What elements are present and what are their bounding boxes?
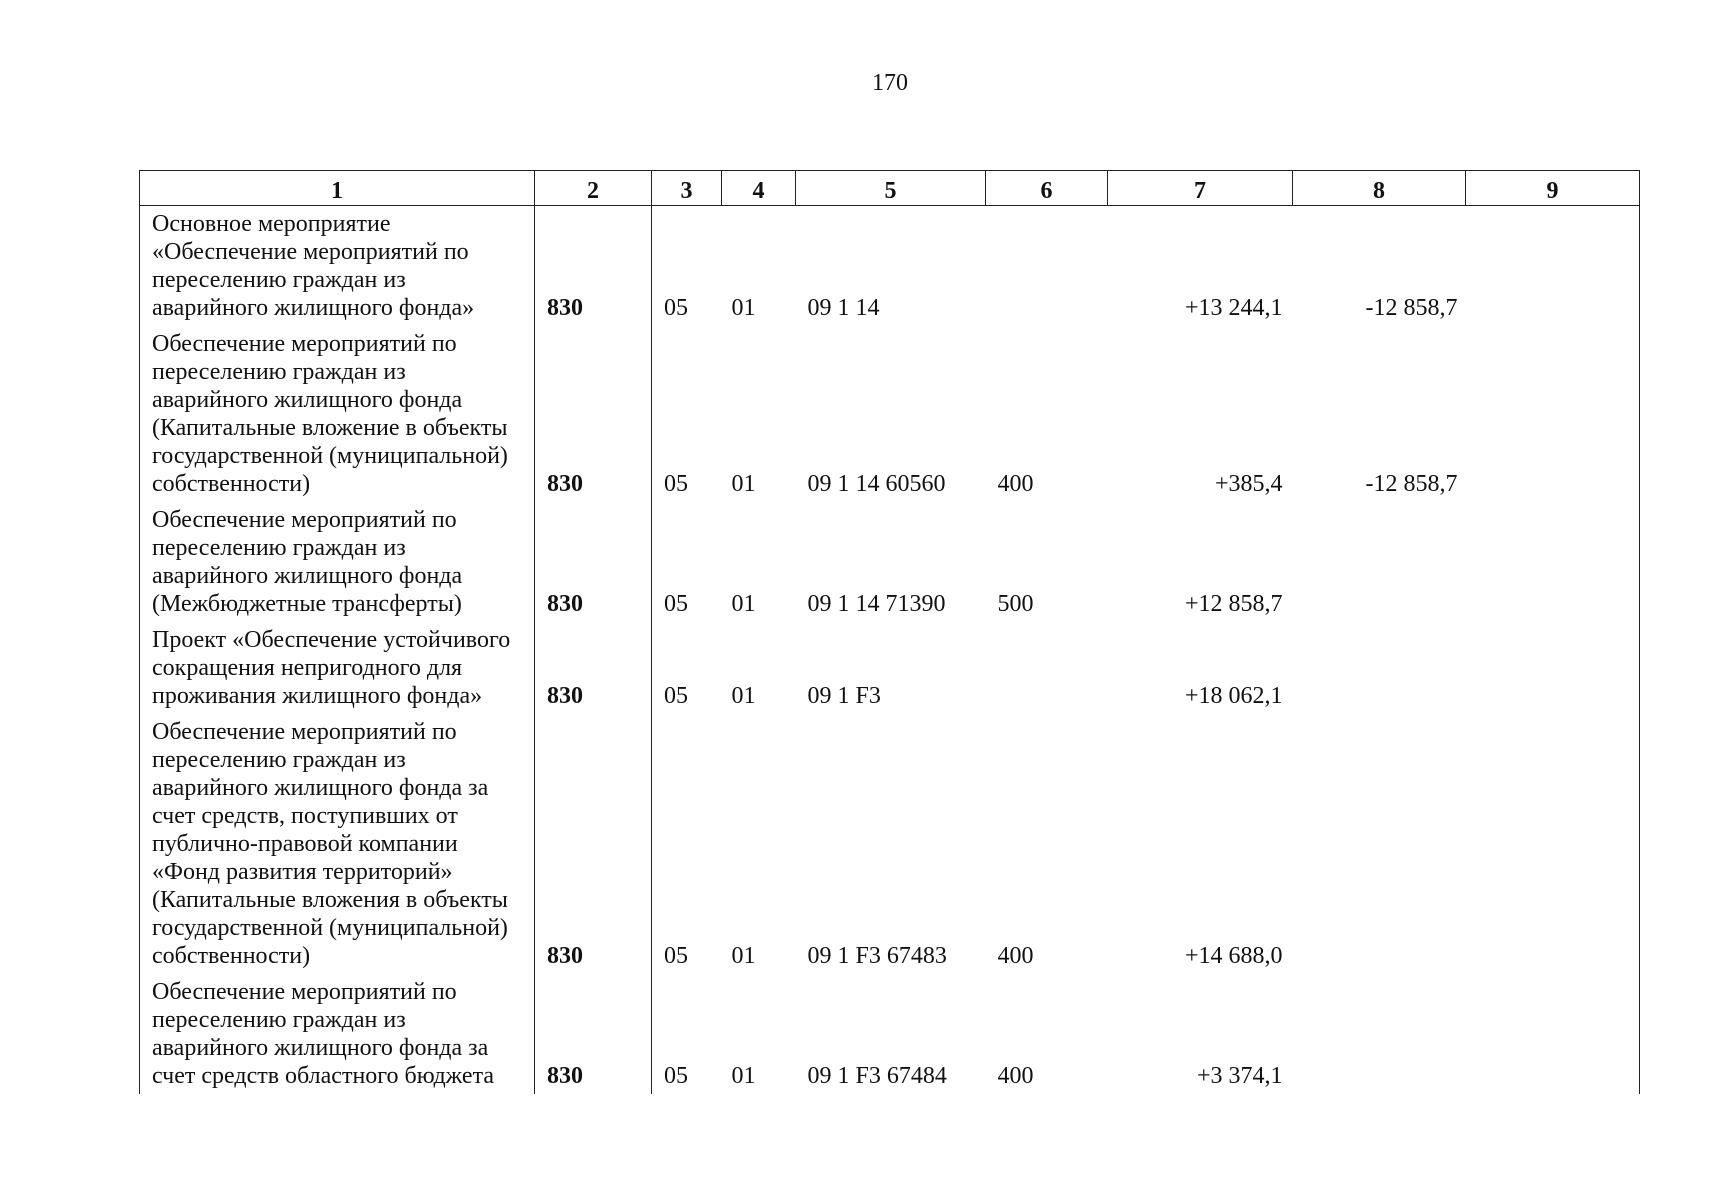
budget-table <box>139 170 1640 1094</box>
row-col9 <box>1466 502 1640 622</box>
row-expense-type: 500 <box>997 591 1034 617</box>
row-col9 <box>1466 206 1640 327</box>
row-change-2: -12 858,7 <box>1365 471 1458 497</box>
column-header-5: 5 <box>796 171 986 206</box>
row-code: 830 <box>535 974 652 1094</box>
row-expense-type <box>986 206 1108 327</box>
row-code: 830 <box>535 502 652 622</box>
table-row <box>140 714 1640 974</box>
row-name: Обеспечение мероприятий по переселению граждан из аварийного жилищного фонда (Межбюджетные трансферты) <box>140 502 535 622</box>
row-subsection: 01 <box>731 1063 756 1089</box>
row-change-1: +12 858,7 <box>1184 591 1283 617</box>
row-code: 830 <box>535 326 652 502</box>
row-change-1: +18 062,1 <box>1184 683 1283 709</box>
row-change-1: +14 688,0 <box>1184 943 1283 969</box>
table-row <box>140 502 1640 622</box>
row-col9 <box>1466 622 1640 714</box>
table-header-row <box>140 171 1640 206</box>
row-section: 05 <box>652 326 722 502</box>
row-col9 <box>1466 326 1640 502</box>
row-change-1: +13 244,1 <box>1184 295 1283 321</box>
row-change-2 <box>1293 502 1466 622</box>
row-subsection: 01 <box>731 295 756 321</box>
table-row <box>140 622 1640 714</box>
row-subsection: 01 <box>731 683 756 709</box>
row-code: 830 <box>535 622 652 714</box>
row-expense-type: 400 <box>997 1063 1034 1089</box>
row-change-2 <box>1293 974 1466 1094</box>
row-subsection: 01 <box>731 591 756 617</box>
row-target: 09 1 F3 67484 <box>807 1063 947 1089</box>
row-col9 <box>1466 714 1640 974</box>
row-name: Основное мероприятие «Обеспечение мероприятий по переселению граждан из аварийного жилищного фонда» <box>140 206 535 327</box>
row-subsection: 01 <box>731 943 756 969</box>
row-section: 05 <box>652 622 722 714</box>
column-header-3: 3 <box>652 171 722 206</box>
table-row <box>140 206 1640 327</box>
row-change-2 <box>1293 714 1466 974</box>
row-col9 <box>1466 974 1640 1094</box>
row-section: 05 <box>652 974 722 1094</box>
column-header-8: 8 <box>1293 171 1466 206</box>
row-target: 09 1 F3 <box>807 683 881 709</box>
row-target: 09 1 14 <box>807 295 880 321</box>
row-name: Обеспечение мероприятий по переселению граждан из аварийного жилищного фонда (Капитальные вложение в объекты государственной (муниципальной) собственности) <box>140 326 535 502</box>
row-name: Обеспечение мероприятий по переселению граждан из аварийного жилищного фонда за счет средств, поступивших от публично-правовой компании «Фонд развития территорий» (Капитальные вложения в объекты государственной (муниципальной) собственности) <box>140 714 535 974</box>
column-header-4: 4 <box>722 171 796 206</box>
row-section: 05 <box>652 714 722 974</box>
row-target: 09 1 14 71390 <box>807 591 946 617</box>
row-change-2 <box>1293 622 1466 714</box>
row-subsection: 01 <box>731 471 756 497</box>
row-expense-type: 400 <box>997 943 1034 969</box>
row-change-1: +385,4 <box>1214 471 1283 497</box>
row-expense-type <box>986 622 1108 714</box>
table-row <box>140 974 1640 1094</box>
table-row <box>140 326 1640 502</box>
column-header-1: 1 <box>140 171 535 206</box>
row-change-2: -12 858,7 <box>1365 295 1458 321</box>
column-header-7: 7 <box>1108 171 1293 206</box>
row-section: 05 <box>652 502 722 622</box>
column-header-9: 9 <box>1466 171 1640 206</box>
column-header-2: 2 <box>535 171 652 206</box>
row-target: 09 1 F3 67483 <box>807 943 947 969</box>
page-number: 170 <box>872 70 908 96</box>
row-code: 830 <box>535 714 652 974</box>
row-expense-type: 400 <box>997 471 1034 497</box>
row-name: Проект «Обеспечение устойчивого сокращения непригодного для проживания жилищного фонда» <box>140 622 535 714</box>
row-name: Обеспечение мероприятий по переселению граждан из аварийного жилищного фонда за счет средств областного бюджета <box>140 974 535 1094</box>
row-target: 09 1 14 60560 <box>807 471 946 497</box>
column-header-6: 6 <box>986 171 1108 206</box>
row-code: 830 <box>535 206 652 327</box>
row-section: 05 <box>652 206 722 327</box>
row-change-1: +3 374,1 <box>1196 1063 1283 1089</box>
